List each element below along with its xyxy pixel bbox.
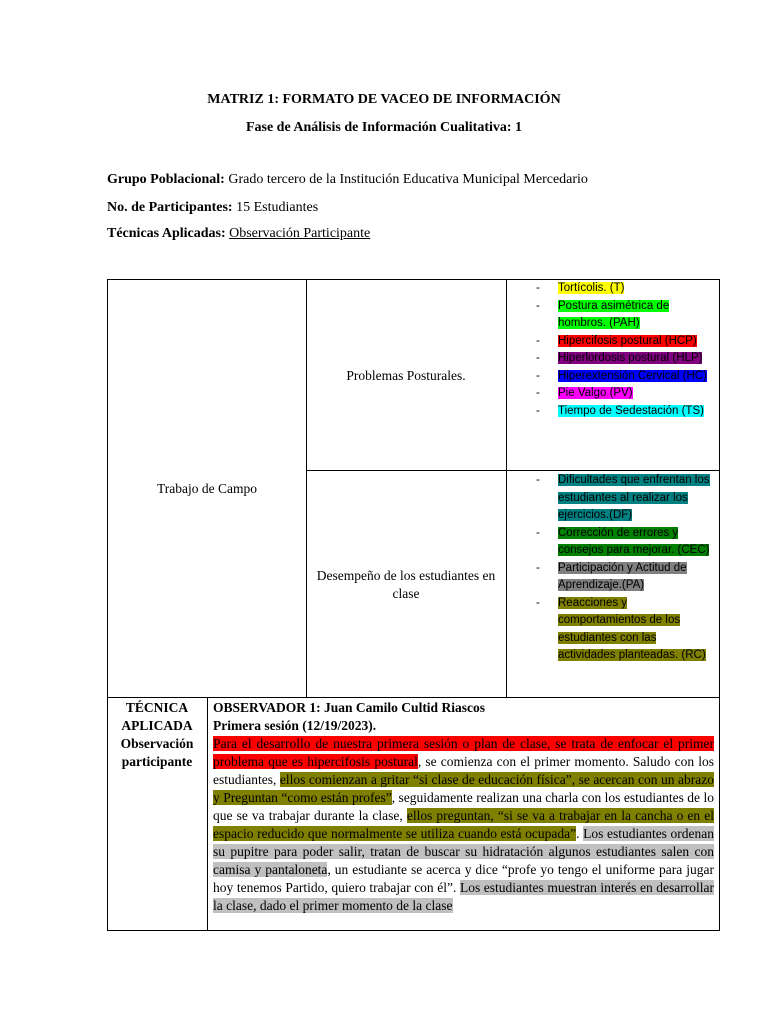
- code-item: [520, 403, 716, 421]
- codes-posturales-list: [520, 280, 716, 420]
- sesion-heading: Primera sesión (12/19/2023).: [213, 718, 377, 733]
- observation-segment: Los estudiantes ordenan su pupitre para poder salir, tratan de buscar su hidratación algunos estudiantes salen con camisa y pantaloneta: [213, 826, 714, 877]
- codes-desempeno-list: [520, 472, 716, 665]
- list-dash: -: [536, 404, 540, 417]
- problemas-posturales-cell: Problemas Posturales.: [346, 368, 466, 383]
- list-dash: -: [536, 387, 540, 399]
- code-item: [520, 298, 716, 333]
- observacion-label: Observación: [120, 736, 194, 751]
- code-label: Hipercifosis postural (HCP): [558, 334, 697, 347]
- table-divider-mid: [306, 470, 720, 471]
- code-label: Reacciones y comportamientos de los estudiantes con las actividades planteadas. (RC): [558, 596, 706, 661]
- grupo-poblacional-line: [107, 172, 588, 188]
- code-item: [520, 350, 716, 368]
- list-dash: -: [536, 369, 540, 382]
- observation-segment: ellos comienzan a gritar “si clase de educación física”, se acercan con un abrazo y Preguntan “como están profes”: [213, 772, 714, 805]
- observation-paragraph: [213, 735, 714, 951]
- participante-label: participante: [121, 754, 193, 769]
- tecnica-label: TÉCNICA: [125, 700, 189, 715]
- table-divider-col2: [506, 279, 507, 698]
- tecnicas-line: [107, 226, 370, 242]
- participantes-line: [107, 200, 318, 216]
- tecnica-aplicada-cell: [108, 699, 206, 771]
- observation-segment: , seguidamente realizan una charla con los estudiantes de lo que se va trabajar durante la clase,: [213, 790, 714, 823]
- code-item: [520, 368, 716, 386]
- observador-heading: OBSERVADOR 1: Juan Camilo Cultid Riascos: [213, 700, 485, 715]
- code-item: [520, 525, 716, 560]
- list-dash: -: [536, 474, 540, 486]
- table-divider-row: [107, 697, 720, 698]
- code-item: [520, 280, 716, 298]
- observation-cell: [213, 699, 714, 951]
- tecnicas-label: Técnicas Aplicadas:: [107, 226, 226, 241]
- observation-segment: , un estudiante se acerca y dice “profe yo tengo el uniforme para jugar hoy tenemos Partido, quiero trabajar con él”.: [213, 862, 714, 895]
- trabajo-campo-cell: Trabajo de Campo: [157, 481, 257, 496]
- table-divider-col1: [306, 279, 307, 698]
- observation-segment: Los estudiantes muestran interés en desarrollar la clase, dado el primer momento de la clase: [213, 880, 714, 913]
- document-title: MATRIZ 1: FORMATO DE VACEO DE INFORMACIÓN: [207, 92, 561, 107]
- table-border-right: [719, 279, 720, 931]
- code-item: [520, 333, 716, 351]
- code-label: Corrección de errores y consejos para mejorar. (CEC): [558, 526, 710, 556]
- code-label: Participación y Actitud de Aprendizaje.(PA): [558, 561, 687, 591]
- observation-segment: ellos preguntan, “si se va a trabajar en la cancha o en el espacio reducido que normalmente se utiliza cuando está ocupada”: [213, 808, 714, 841]
- grupo-poblacional-value: Grado tercero de la Institución Educativa Municipal Mercedario: [224, 172, 588, 187]
- tecnicas-value: Observación Participante: [229, 226, 371, 241]
- document-subtitle: Fase de Análisis de Información Cualitativa: 1: [245, 120, 523, 135]
- list-dash: -: [536, 282, 540, 294]
- list-dash: -: [536, 352, 540, 364]
- list-dash: -: [536, 334, 540, 347]
- observation-segment: , se comienza con el primer momento. Saludo con los estudiantes,: [213, 754, 714, 787]
- code-label: Dificultades que enfrentan los estudiantes al realizar los ejercicios.(DF): [558, 474, 710, 521]
- code-item: [520, 472, 716, 525]
- observation-segment: Para el desarrollo de nuestra primera sesión o plan de clase, se trata de enfocar el primer problema que es hipercifosis postural: [213, 736, 714, 769]
- list-dash: -: [536, 561, 540, 574]
- participantes-label: No. de Participantes:: [107, 200, 233, 215]
- code-label: Tiempo de Sedestación (TS): [558, 404, 704, 417]
- table-divider-bottom-col: [207, 697, 208, 931]
- grupo-poblacional-label: Grupo Poblacional:: [107, 172, 225, 187]
- list-dash: -: [536, 299, 540, 312]
- code-item: [520, 385, 716, 403]
- participantes-value: 15 Estudiantes: [232, 200, 319, 215]
- desempeno-cell: Desempeño de los estudiantes en clase: [316, 568, 496, 601]
- observation-segment: .: [576, 826, 584, 841]
- code-label: Hiperextensión Cervical (HC): [558, 369, 707, 382]
- list-dash: -: [536, 596, 540, 609]
- code-label: Pie Valgo (PV): [558, 387, 633, 399]
- list-dash: -: [536, 526, 540, 539]
- table-border-left: [107, 279, 108, 931]
- aplicada-label: APLICADA: [121, 718, 193, 733]
- code-label: Hiperlordosis postural (HLP): [558, 352, 703, 364]
- code-label: Tortícolis. (T): [558, 282, 625, 294]
- code-item: [520, 560, 716, 595]
- code-label: Postura asimétrica de hombros. (PAH): [558, 299, 670, 329]
- code-item: [520, 595, 716, 665]
